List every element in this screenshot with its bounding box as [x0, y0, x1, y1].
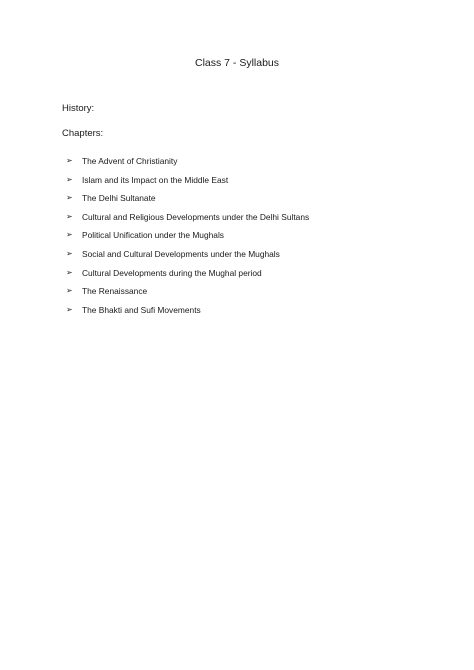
list-item [66, 285, 446, 304]
list-item [66, 248, 446, 267]
subject-label: History: [62, 103, 95, 114]
list-item [66, 267, 446, 286]
chapter-title: Cultural Developments during the Mughal period [82, 267, 262, 278]
arrow-bullet-icon: ➢ [66, 174, 73, 184]
list-item [66, 304, 446, 323]
list-item [66, 155, 446, 174]
arrow-bullet-icon: ➢ [66, 286, 73, 296]
arrow-bullet-icon: ➢ [66, 156, 73, 165]
arrow-bullet-icon: ➢ [66, 248, 73, 258]
chapters-label: Chapters: [62, 128, 104, 139]
chapter-title: The Advent of Christianity [82, 156, 178, 166]
document-title [0, 56, 474, 70]
list-item [66, 211, 446, 230]
chapter-title: The Delhi Sultanate [82, 193, 156, 204]
chapter-title: Islam and its Impact on the Middle East [82, 174, 229, 185]
chapter-list [66, 155, 446, 322]
chapter-title: The Bhakti and Sufi Movements [82, 304, 201, 315]
chapter-title: The Renaissance [82, 286, 148, 297]
list-item [66, 174, 446, 193]
list-item [66, 229, 446, 248]
arrow-bullet-icon: ➢ [66, 193, 73, 203]
chapter-title: Social and Cultural Developments under the Mughals [82, 248, 280, 259]
document-title-text: Class 7 - Syllabus [194, 57, 280, 69]
chapter-title: Political Unification under the Mughals [82, 230, 224, 241]
arrow-bullet-icon: ➢ [66, 211, 73, 221]
list-item [66, 192, 446, 211]
arrow-bullet-icon: ➢ [66, 267, 73, 277]
arrow-bullet-icon: ➢ [66, 304, 73, 314]
chapter-title: Cultural and Religious Developments under the Delhi Sultans [82, 211, 310, 222]
arrow-bullet-icon: ➢ [66, 230, 73, 240]
